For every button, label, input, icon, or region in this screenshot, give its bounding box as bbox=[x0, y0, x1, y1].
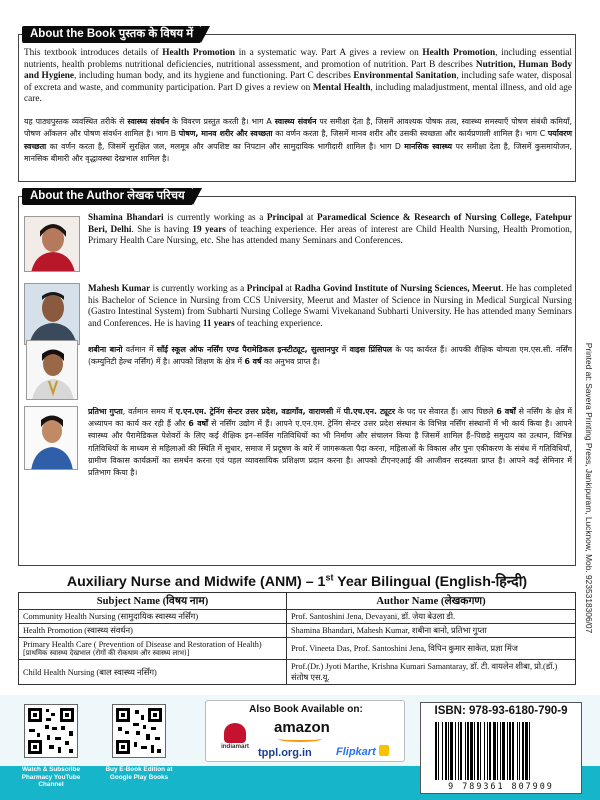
flipkart-logo[interactable]: Flipkart bbox=[336, 745, 389, 758]
qr-code-icon bbox=[25, 705, 77, 757]
author-photo-1 bbox=[24, 216, 80, 272]
author-3-run: से नर्सिंग के क्षेत्र में अध्यापन का कार्य कर रही हैं और bbox=[88, 407, 573, 429]
author-portrait-4-icon bbox=[25, 407, 78, 470]
about-book-hindi bbox=[24, 116, 572, 166]
barcode-bar bbox=[484, 722, 485, 780]
barcode-bar bbox=[467, 722, 469, 780]
about-hi-run: का वर्णन करता है, जिसमें मानव शरीर और उसकी स्वच्छता और कार्यप्रणाली शामिल है। भाग C bbox=[272, 129, 548, 139]
barcode-bar bbox=[522, 722, 524, 780]
author-bio-shabina bbox=[88, 344, 572, 368]
about-en-run: This textbook introduces details of bbox=[24, 48, 163, 58]
about-hi-run: पोषण, मानव शरीर और स्वच्छता bbox=[178, 129, 273, 139]
barcode-bar bbox=[480, 722, 481, 780]
about-en-run: Health Promotion bbox=[162, 48, 235, 58]
about-hi-run: स्वास्थ्य संवर्धन bbox=[127, 117, 170, 126]
barcode-bar bbox=[435, 722, 437, 780]
author-3-run: प्रतिभा गुप्ता bbox=[88, 407, 123, 416]
author-cell: Prof. Vineeta Das, Prof. Santoshini Jena, विपिन कुमार साकेत, प्रज्ञा मिंज bbox=[287, 638, 576, 660]
author-3-run: 6 वर्षों bbox=[496, 407, 516, 416]
header-author: Author Name (लेखकगण) bbox=[287, 593, 576, 610]
author-3-run: के पद पर सेवारत हैं। आप पिछले bbox=[395, 407, 497, 416]
author-portrait-2-icon bbox=[25, 284, 80, 345]
author-3-run: पी.एच.एन. ट्यूटर bbox=[343, 407, 396, 416]
about-hi-run: पर्यावरण स्वच्छता bbox=[24, 129, 573, 151]
author-2-run: में bbox=[338, 345, 350, 354]
author-2-run: वर्तमान में bbox=[122, 345, 157, 354]
about-hi-run: के विवरण प्रस्तुत करती है। भाग A bbox=[169, 117, 275, 126]
barcode-bar bbox=[525, 722, 528, 780]
about-hi-run: पर समीक्षा देता है, जिसमें कुसमायोजन, मानसिक बीमारी और वृद्धावस्था देखभाल शामिल है। bbox=[24, 141, 572, 164]
about-en-run: Mental Health bbox=[312, 82, 371, 93]
barcode-bar bbox=[529, 722, 530, 780]
series-title: Auxiliary Nurse and Midwife (ANM) – 1st Year Bilingual (English-हिन्दी) bbox=[66, 572, 528, 590]
barcode-bar bbox=[470, 722, 473, 780]
barcode-bar bbox=[474, 722, 475, 780]
about-en-run: , including safe water, disposal of excreta and waste, and community participation. Part D gives a review on bbox=[24, 71, 572, 93]
author-bio-pratibha bbox=[88, 406, 572, 479]
subject-cell: Primary Health Care ( Prevention of Disease and Restoration of Health) [प्राथमिक स्वास्थ्य देखभाल (रोगों की रोकथाम और स्वास्थ्य लाभ)] bbox=[19, 638, 287, 660]
author-0-run: Principal bbox=[266, 212, 304, 222]
author-cell: Prof.(Dr.) Jyoti Marthe, Krishna Kumari Samantaray, डॉ. टी. वायलेन शीबा, प्रो.(डॉ.) संतोष एस.यू. bbox=[287, 660, 576, 685]
barcode-bar bbox=[512, 722, 514, 780]
barcode-bar bbox=[458, 722, 459, 780]
author-1-run: of teaching experience. bbox=[234, 318, 323, 329]
author-3-run: ए.एन.एम. ट्रेनिंग सेन्टर उत्तर प्रदेश, वडागाँव, वाराणसी bbox=[175, 407, 334, 416]
author-1-run: 11 years bbox=[202, 318, 235, 329]
youtube-qr-code[interactable] bbox=[24, 704, 78, 758]
author-portrait-3-icon bbox=[27, 341, 78, 400]
barcode-bar bbox=[445, 722, 447, 780]
about-en-run: Nutrition, Human Body and Hygiene bbox=[24, 59, 573, 82]
barcode-bar bbox=[460, 722, 462, 780]
isbn-label: ISBN: 978-93-6180-790-9 bbox=[434, 705, 568, 717]
author-photo-2 bbox=[24, 283, 80, 345]
barcode-bar bbox=[489, 722, 491, 780]
flipkart-bag-icon bbox=[379, 745, 389, 756]
subject-cell: Child Health Nursing (बाल स्वास्थ्य नर्सिंग) bbox=[19, 660, 287, 685]
isbn-box bbox=[420, 702, 582, 794]
barcode-bar bbox=[507, 722, 508, 780]
about-book-english bbox=[24, 48, 572, 106]
author-1-run: Mahesh Kumar bbox=[88, 283, 151, 293]
author-3-run: 6 वर्षों bbox=[188, 419, 209, 429]
also-available-box bbox=[205, 700, 405, 762]
about-author-header: About the Author लेखक परिचय bbox=[22, 188, 193, 205]
qr-code-icon bbox=[113, 705, 165, 757]
barcode-icon bbox=[433, 722, 569, 780]
about-en-run: Environmental Sanitation bbox=[353, 71, 457, 82]
barcode-bar bbox=[493, 722, 496, 780]
about-book-header: About the Book पुस्तक के विषय में bbox=[22, 26, 201, 43]
barcode-bar bbox=[509, 722, 511, 780]
barcode-bar bbox=[450, 722, 453, 780]
about-en-run: in a systematic way. Part A gives a review on bbox=[235, 48, 423, 58]
about-hi-run: यह पाठ्यपुस्तक व्यवस्थित तरीके से bbox=[24, 117, 128, 126]
author-photo-4 bbox=[24, 406, 78, 470]
barcode-bar bbox=[517, 722, 518, 780]
author-1-run: at bbox=[282, 283, 295, 293]
author-2-run: साँई स्कूल ऑफ नर्सिंग एण्ड पैरामेडिकल इन्स्टीट्यूट, सुल्तानपुर bbox=[156, 345, 339, 354]
author-0-run: is currently working as a bbox=[163, 212, 267, 222]
author-2-run: के पद कार्यरत हैं। आपकी शैक्षिक योग्यता एम.एस.सी. नर्सिंग (कम्युनिटी हेल्थ नर्सिंग) में है। आपको शिक्षण के क्षेत्र में bbox=[88, 345, 573, 367]
table-row bbox=[19, 610, 576, 624]
author-portrait-1-icon bbox=[25, 217, 80, 272]
table-row bbox=[19, 624, 576, 638]
table-row bbox=[19, 638, 576, 660]
barcode-bar bbox=[497, 722, 498, 780]
printer-credit: Printed at: Savera Printing Press, Jankipuram, Lucknow, Mob. 9235318306/07 bbox=[584, 342, 594, 634]
author-0-run: . She is having bbox=[131, 223, 193, 234]
indiamart-icon bbox=[224, 723, 246, 743]
table-row bbox=[19, 660, 576, 685]
barcode-bar bbox=[502, 722, 505, 780]
author-2-run: शबीना बानो bbox=[88, 345, 123, 354]
barcode-bar bbox=[465, 722, 466, 780]
author-1-run: is currently working as a bbox=[150, 283, 247, 293]
author-1-run: Radha Govind Institute of Nursing Sciences, Meerut bbox=[294, 283, 502, 293]
about-en-run: , including maladjustment, mental illness, and old age care. bbox=[24, 82, 572, 105]
amazon-smile-icon bbox=[278, 736, 322, 742]
author-0-run: 19 years bbox=[192, 223, 226, 234]
barcode-bar bbox=[438, 722, 439, 780]
subject-table bbox=[18, 592, 576, 685]
about-hi-run: पर समीक्षा देता है, जिसमें आवश्यक पोषक तत्व, स्वास्थ्य समस्याएँ पोषण संबंधी कमियाँ, पोषण आँकलन और पोषण संवर्धन शामिल है। भाग B bbox=[24, 117, 572, 139]
barcode-bar bbox=[455, 722, 456, 780]
barcode-bar bbox=[477, 722, 479, 780]
youtube-label: Watch & Subscribe Pharmacy YouTube Channel bbox=[21, 766, 81, 789]
about-en-run: Health Promotion bbox=[422, 48, 496, 58]
barcode-bar bbox=[448, 722, 449, 780]
also-available-title: Also Book Available on: bbox=[249, 704, 363, 715]
author-1-run: Principal bbox=[246, 283, 283, 293]
author-cell: Shamina Bhandari, Mahesh Kumar, शबीना बानो, प्रतिभा गुप्ता bbox=[287, 624, 576, 638]
author-bio-mahesh bbox=[88, 283, 572, 330]
about-en-run: , including human body, and its hygiene and functioning. Part C describes bbox=[74, 71, 354, 82]
subject-cell: Health Promotion (स्वास्थ्य संवर्धन) bbox=[19, 624, 287, 638]
about-hi-run: का वर्णन करता है, जिसमें सुरक्षित जल, मलमूत्र और अपशिष्ट का निपटान और सामुदायिक भागीदारी शामिल है। भाग D bbox=[46, 141, 405, 151]
barcode-digits: 9 789361 807909 bbox=[448, 781, 554, 791]
author-3-run: से नर्सिंग उद्योग में हैं। आपने ए.एन.एम. ट्रेनिंग सेन्टर उत्तर प्रदेश संस्थान के विभिन्न नर्सिंग संस्थानों में भी कार्य किया है। आपने स्वास्थ्य और पैरामेडिकल पेशेवरों के लिए कई शैक्षिक इन–सर्विस गतिविधियों का भी निर्माण और संचालन किया है जिसमें शामिल हैं–पिछड़े समुदाय का उत्थान, विभिन्न गतिविधियों के माध्यम से महिलाओं की स्थिति में सुधार, समाज में प्रदूषण के बारे में जागरूकता पैदा करना, महिलाओं के विकास और पुनः एकीकरण के संबंध में गतिविधियाँ, ग्रामीण विकास कार्यक्रमों का समर्थन करना एवं पहल व्यावसायिक प्रशिक्षण प्रदान करना है। आपको टीएनएआई की आजीवन सदस्यता प्राप्त है। आपने कई सेमिनार में प्रतिभाग किया है। bbox=[88, 419, 572, 478]
author-2-run: का अनुभव प्राप्त है। bbox=[261, 357, 320, 367]
author-0-run: at bbox=[303, 212, 318, 222]
about-hi-run: मानसिक स्वास्थ्य bbox=[404, 141, 453, 151]
author-3-run: में bbox=[333, 407, 344, 416]
author-3-run: , वर्तमान समय में bbox=[122, 407, 176, 416]
author-2-run: 6 वर्ष bbox=[244, 357, 262, 367]
about-en-run: , including essential nutrients, health problems nutritional deficiencies, nutritional assessment, and promotion of nutrition. Part B describes bbox=[24, 48, 572, 70]
author-bio-shamina bbox=[88, 212, 572, 247]
indiamart-logo[interactable]: indiamart bbox=[216, 723, 254, 750]
subject-cell: Community Health Nursing (सामुदायिक स्वास्थ्य नर्सिंग) bbox=[19, 610, 287, 624]
tppl-link[interactable]: tppl.org.in bbox=[258, 747, 312, 759]
amazon-logo[interactable]: amazon bbox=[274, 719, 330, 736]
playbooks-label: Buy E-Book Edition at Google Play Books bbox=[105, 766, 173, 781]
author-cell: Prof. Santoshini Jena, Devayani, डॉ. जेया बेउला डी. bbox=[287, 610, 576, 624]
author-1-run: . He has completed his Bachelor of Science in Nursing from CCS University, Meerut and Master of Science in Nursing in Medical Surgical Nursing (Gastro Intestinal System) from Subharti Nursing College Swami Vivekanand Subharti University. He has attended many Seminars and Conferences. He is having bbox=[88, 283, 573, 329]
barcode-bar bbox=[500, 722, 501, 780]
header-subject: Subject Name (विषय नाम) bbox=[19, 593, 287, 610]
author-2-run: वाइस प्रिंसिपल bbox=[349, 345, 393, 354]
barcode-bar bbox=[519, 722, 520, 780]
about-hi-run: स्वास्थ्य संवर्धन bbox=[274, 117, 317, 126]
author-0-run: Shamina Bhandari bbox=[88, 212, 164, 222]
author-photo-3 bbox=[26, 340, 78, 400]
author-0-run: Paramedical Science & Research of Nursing College, Fatehpur Beri, Delhi bbox=[88, 212, 572, 234]
table-header-row bbox=[19, 593, 576, 610]
about-author-box bbox=[18, 196, 576, 566]
barcode-bar bbox=[487, 722, 488, 780]
author-0-run: of teaching experience. Her areas of interest are Child Health Nursing, Health Promotion, Primary Health Care Nursing, etc. She has attended many Seminars and Conferences. bbox=[88, 223, 573, 246]
barcode-bar bbox=[442, 722, 443, 780]
playbooks-qr-code[interactable] bbox=[112, 704, 166, 758]
